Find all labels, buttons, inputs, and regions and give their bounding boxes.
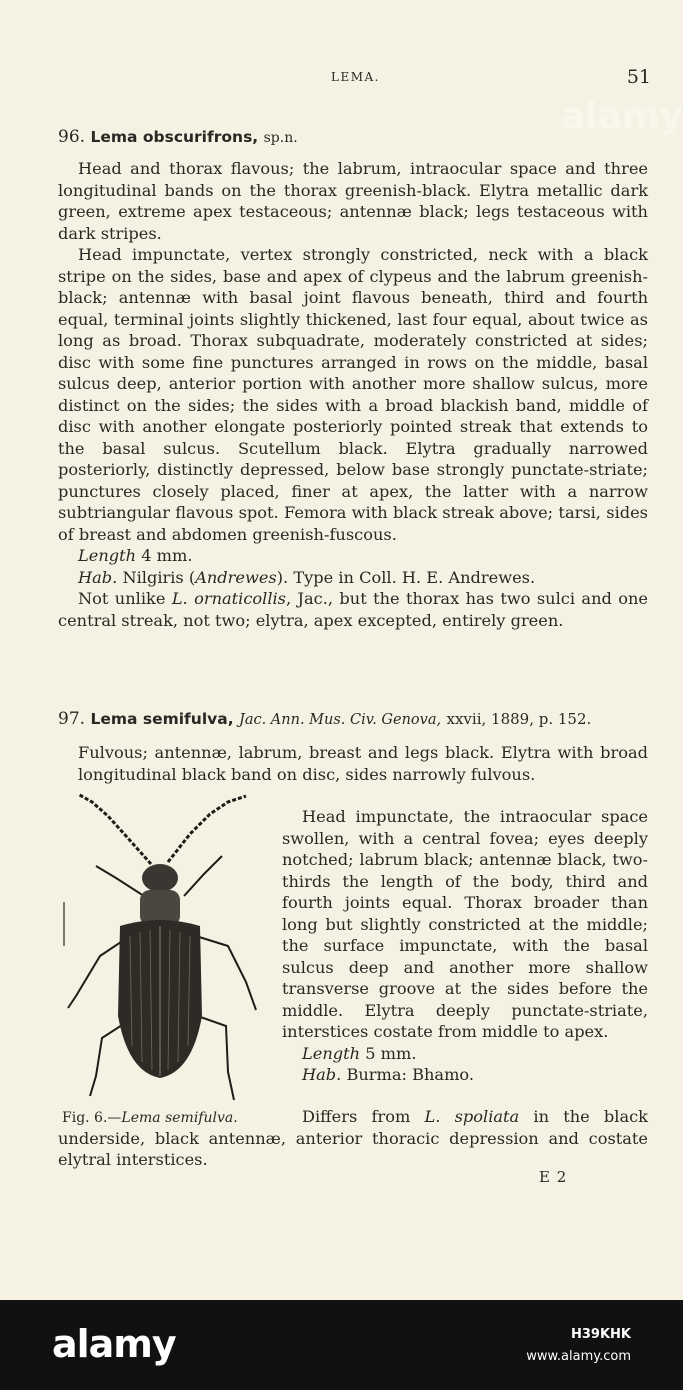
- page-number: 51: [626, 66, 651, 88]
- entry-96-habitat: Hab. Nilgiris (Andrewes). Type in Coll. H. E. Andrewes.: [78, 567, 536, 587]
- note-rest: , Jac., but the thorax has two sulci and one central streak, not two; elytra, apex excepted, entirely green.: [58, 589, 648, 630]
- hab-label: Hab.: [78, 567, 118, 587]
- stock-site: www.alamy.com: [526, 1349, 631, 1364]
- type-note: Type in Coll. H. E. Andrewes.: [293, 567, 536, 587]
- running-title: LEMA.: [331, 70, 380, 84]
- entry-96-paragraph-2: Head impunctate, vertex strongly constricted, neck with a black stripe on the sides, base and apex of clypeus and the labrum greenish-black; antennæ with basal joint flavous beneath, third and fourth equal, terminal joints slightly thickened, last four equal, about twice as long as broad. Thorax subquadrate, moderately constricted at sides; disc with some fine punctures arranged in rows on the middle, basal sulcus deep, anterior portion with another more shallow sulcus, more distinct on the sides; the sides with a broad blackish band, middle of disc with another elongate posteriorly pointed streak that extends to the basal sulcus. Scutellum black. Elytra gradually narrowed posteriorly, distinctly depressed, below base strongly punctate-striate; punctures closely placed, finer at apex, the latter with a narrow subtriangular flavous spot. Femora with black streak above; tarsi, sides of breast and abdomen greenish-fuscous.: [58, 245, 648, 544]
- length-value: 4 mm.: [141, 546, 193, 565]
- hab-label: Hab.: [302, 1065, 342, 1084]
- stock-logo: alamy: [52, 1322, 176, 1366]
- entry-97-paragraph-1: Fulvous; antennæ, labrum, breast and legs black. Elytra with broad longitudinal black band on disc, sides narrowly fulvous.: [78, 743, 648, 784]
- hab-value: Burma: Bhamo.: [346, 1065, 475, 1084]
- entry-96-paragraph-1: Head and thorax flavous; the labrum, intraocular space and three longitudinal bands on the thorax greenish-black. Elytra metallic dark green, extreme apex testaceous; antennæ black; legs testaceous with dark stripes.: [58, 159, 648, 243]
- entry-97-body: [282, 806, 648, 1086]
- entry-97-title: [58, 709, 591, 729]
- diff-prefix: Differs from: [302, 1107, 411, 1126]
- entry-96-title: [58, 127, 298, 147]
- entry-96-length: [58, 545, 648, 567]
- stock-footer: [0, 1300, 683, 1390]
- entry-96-note: [58, 588, 648, 631]
- hab-value: Nilgiris: [122, 567, 184, 587]
- diff-rest: in the black underside, black antennæ, anterior thoracic depression and costate elytral interstices.: [58, 1107, 648, 1169]
- hab-collector: Andrewes: [195, 567, 277, 587]
- entry-97-citation: xxvii, 1889, p. 152.: [446, 710, 592, 728]
- entry-96-species: Lema obscurifrons,: [90, 128, 259, 146]
- diff-species: L. spoliata: [424, 1107, 520, 1126]
- length-value: 5 mm.: [365, 1043, 417, 1063]
- entry-96-body: [58, 158, 648, 631]
- entry-97-paragraph-2: Head impunctate, the intraocular space swollen, with a central fovea; eyes deeply notched; labrum black; antennæ black, two-thirds the length of the body, third and fourth joints equal. Thorax broader than long but slightly constricted at the middle; the surface impunctate, with the basal sulcus deep and another more shallow transverse groove at the sides before the middle. Elytra deeply punctate-striate, interstices costate from middle to apex.: [282, 807, 648, 1041]
- caption-species: Lema semifulva.: [121, 1110, 238, 1126]
- entry-97-diff: [58, 1106, 648, 1171]
- entry-97-lead: [78, 742, 648, 785]
- entry-97-habitat: [282, 1064, 648, 1086]
- length-label: Length: [78, 546, 137, 565]
- beetle-figure: [56, 786, 276, 1116]
- beetle-illustration: [56, 786, 276, 1116]
- length-label: Length: [302, 1043, 361, 1063]
- stock-image-id: H39KHK: [571, 1327, 631, 1342]
- note-species: L. ornaticollis: [171, 589, 286, 608]
- stock-meta: [526, 1324, 631, 1368]
- entry-97-paragraph-1-line1: [78, 742, 648, 785]
- entry-96-number: 96.: [58, 127, 86, 147]
- caption-prefix: Fig. 6.—: [62, 1110, 122, 1126]
- running-head: [0, 66, 683, 90]
- signature-mark: E 2: [539, 1168, 568, 1186]
- entry-97-reference: Jac. Ann. Mus. Civ. Genova,: [239, 712, 442, 728]
- entry-97-number: 97.: [58, 709, 86, 729]
- entry-97-differs: [58, 1106, 648, 1171]
- entry-97-length: [282, 1043, 648, 1065]
- entry-97-species: Lema semifulva,: [90, 710, 234, 728]
- watermark-text: alamy: [561, 96, 683, 137]
- note-prefix: Not unlike: [78, 589, 166, 608]
- entry-96-suffix: sp.n.: [263, 130, 298, 146]
